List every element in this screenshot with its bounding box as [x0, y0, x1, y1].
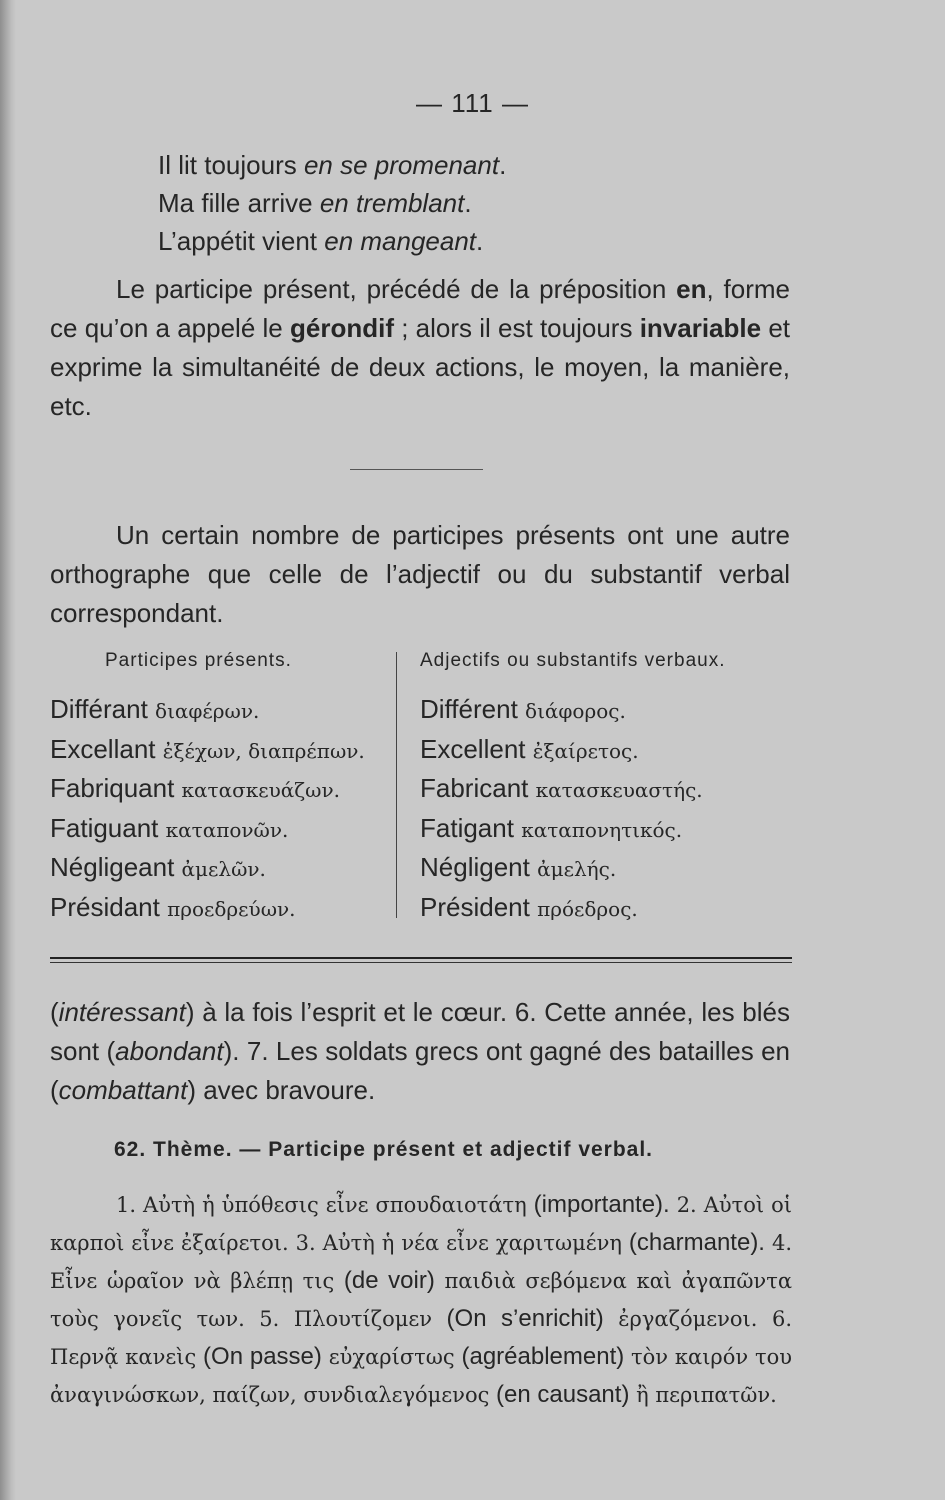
example-3-end: .: [476, 226, 484, 256]
word-fr: Fatiguant: [50, 812, 159, 843]
exercise-italic-1: intéressant: [58, 997, 186, 1027]
french-gloss: (de voir): [334, 1267, 445, 1294]
exercise-italic-2: abondant: [115, 1036, 224, 1066]
table-column-separator: [396, 652, 397, 918]
word-fr: Président: [420, 891, 530, 922]
word-gr: ἐξαίρετος.: [532, 738, 639, 763]
theme-heading: 62. Thème. — Participe présent et adjectif verbal.: [114, 1138, 654, 1161]
exercise-text-3: ). 7. Les soldats grecs ont gagné des batailles en (: [50, 1036, 790, 1105]
greek-segment: ἐργαζόμενοι. 6. Περνᾷ κανεὶς: [50, 1307, 793, 1369]
gerondif-text-4: et exprime la simultanéité de deux actions, le moyen, la manière, etc.: [50, 313, 791, 421]
word-gr: κατασκευαστής.: [535, 778, 703, 802]
list-item: [50, 850, 365, 890]
word-gr: διαφέρων.: [155, 699, 260, 723]
list-item: [50, 890, 365, 930]
list-item: [420, 811, 703, 851]
french-gloss: (charmante).: [621, 1229, 772, 1256]
right-column-header: Adjectifs ou substantifs verbaux.: [420, 650, 726, 671]
word-gr: ἐξέχων, διαπρέπων.: [162, 738, 365, 763]
gerondif-text-1: Le participe présent, précédé de la préposition: [116, 274, 677, 304]
word-fr: Négligent: [420, 852, 530, 882]
greek-segment: 1. Αὐτὴ ἡ ὑπόθεσις εἶνε σπουδαιοτάτη: [116, 1193, 527, 1217]
example-3-italic: en mangeant: [324, 226, 477, 256]
adjectifs-list: [420, 692, 703, 929]
greek-segment: εὐχαρίστως: [328, 1345, 455, 1369]
bold-en: en: [676, 274, 707, 304]
word-fr: Fabriquant: [50, 773, 175, 803]
word-fr: Différant: [50, 694, 148, 724]
example-sentence-2: [158, 188, 472, 219]
word-gr: κατασκευάζων.: [181, 778, 340, 802]
greek-segment: τὸν καιρόν του ἀναγινώσκων, παίζων, συνδιαλεγόμενος: [50, 1345, 793, 1407]
word-gr: καταπονῶν.: [165, 817, 289, 842]
example-sentence-3: [158, 226, 483, 257]
word-fr: Excellant: [50, 733, 156, 764]
list-item: [420, 890, 703, 930]
theme-paragraph: [50, 1186, 792, 1414]
greek-segment: 4. Εἶνε ὡραῖον νὰ βλέπῃ τις: [50, 1231, 792, 1293]
bold-gerondif: gérondif: [290, 313, 394, 343]
list-item: [50, 692, 365, 732]
gerondif-text-2: , forme ce qu’on a appelé le: [50, 274, 790, 343]
footnote-rule-thin: [50, 962, 792, 963]
word-fr: Présidant: [50, 891, 160, 922]
exercise-italic-3: combattant: [58, 1075, 188, 1105]
list-item: [420, 771, 703, 811]
word-gr: ἀμελής.: [537, 857, 617, 881]
list-item: [420, 732, 703, 772]
example-2-italic: en tremblant: [319, 188, 465, 218]
word-fr: Différent: [420, 694, 518, 724]
list-item: [50, 771, 365, 811]
word-fr: Négligeant: [50, 852, 175, 882]
exercise-text-2: ) à la fois l’esprit et le cœur. 6. Cette année, les blés sont (: [50, 997, 790, 1066]
list-item: [50, 732, 365, 772]
example-2-plain: Ma fille arrive: [158, 188, 320, 218]
example-sentence-1: [158, 150, 506, 181]
left-column-header: Participes présents.: [105, 650, 292, 671]
greek-segment: 2. Αὐτοὶ οἱ καρποὶ εἶνε ἐξαίρετοι. 3. Αὐτὴ ἡ νέα εἶνε χαριτωμένη: [50, 1193, 792, 1255]
word-gr: καταπονητικός.: [521, 817, 683, 842]
word-fr: Fabricant: [420, 773, 529, 803]
exercise-text-1: (: [50, 997, 59, 1027]
page-spine-shadow: [0, 0, 16, 1500]
greek-segment: ἢ περιπατῶν.: [636, 1383, 777, 1407]
greek-segment: παιδιὰ σεβόμενα καὶ ἀγαπῶντα τοὺς γονεῖς των. 5. Πλουτίζομεν: [50, 1269, 793, 1331]
example-3-plain: L’appétit vient: [158, 226, 325, 256]
participes-list: [50, 692, 365, 929]
example-1-plain: Il lit toujours: [158, 150, 304, 180]
french-gloss: (On passe): [196, 1343, 329, 1370]
word-gr: ἀμελῶν.: [181, 857, 266, 881]
word-gr: πρόεδρος.: [537, 896, 638, 921]
orthographe-paragraph: Un certain nombre de participes présents ont une autre orthographe que celle de l’adjectif ou du substantif verbal correspondant.: [50, 520, 790, 628]
french-gloss: (agréablement): [454, 1343, 632, 1370]
word-gr: προεδρεύων.: [167, 896, 296, 921]
page-number: — 111 —: [416, 88, 529, 118]
gerondif-paragraph: [50, 270, 790, 426]
list-item: [420, 692, 703, 732]
exercise-text-4: ) avec bravoure.: [187, 1075, 376, 1105]
example-2-end: .: [464, 188, 472, 218]
french-gloss: (On s’enrichit): [432, 1305, 619, 1332]
french-gloss: (en causant): [489, 1381, 637, 1408]
list-item: [50, 811, 365, 851]
example-1-italic: en se promenant: [303, 150, 500, 180]
word-fr: Fatigant: [420, 812, 514, 843]
word-gr: διάφορος.: [525, 699, 626, 723]
bold-invariable: invariable: [639, 313, 762, 343]
french-gloss: (importante).: [526, 1191, 677, 1218]
list-item: [420, 850, 703, 890]
gerondif-text-3: ; alors il est toujours: [394, 313, 640, 343]
word-fr: Excellent: [420, 733, 526, 764]
footnote-rule-thick: [50, 957, 792, 959]
section-divider: [350, 469, 483, 470]
example-1-end: .: [499, 150, 507, 180]
exercise-tail-paragraph: [50, 993, 790, 1110]
